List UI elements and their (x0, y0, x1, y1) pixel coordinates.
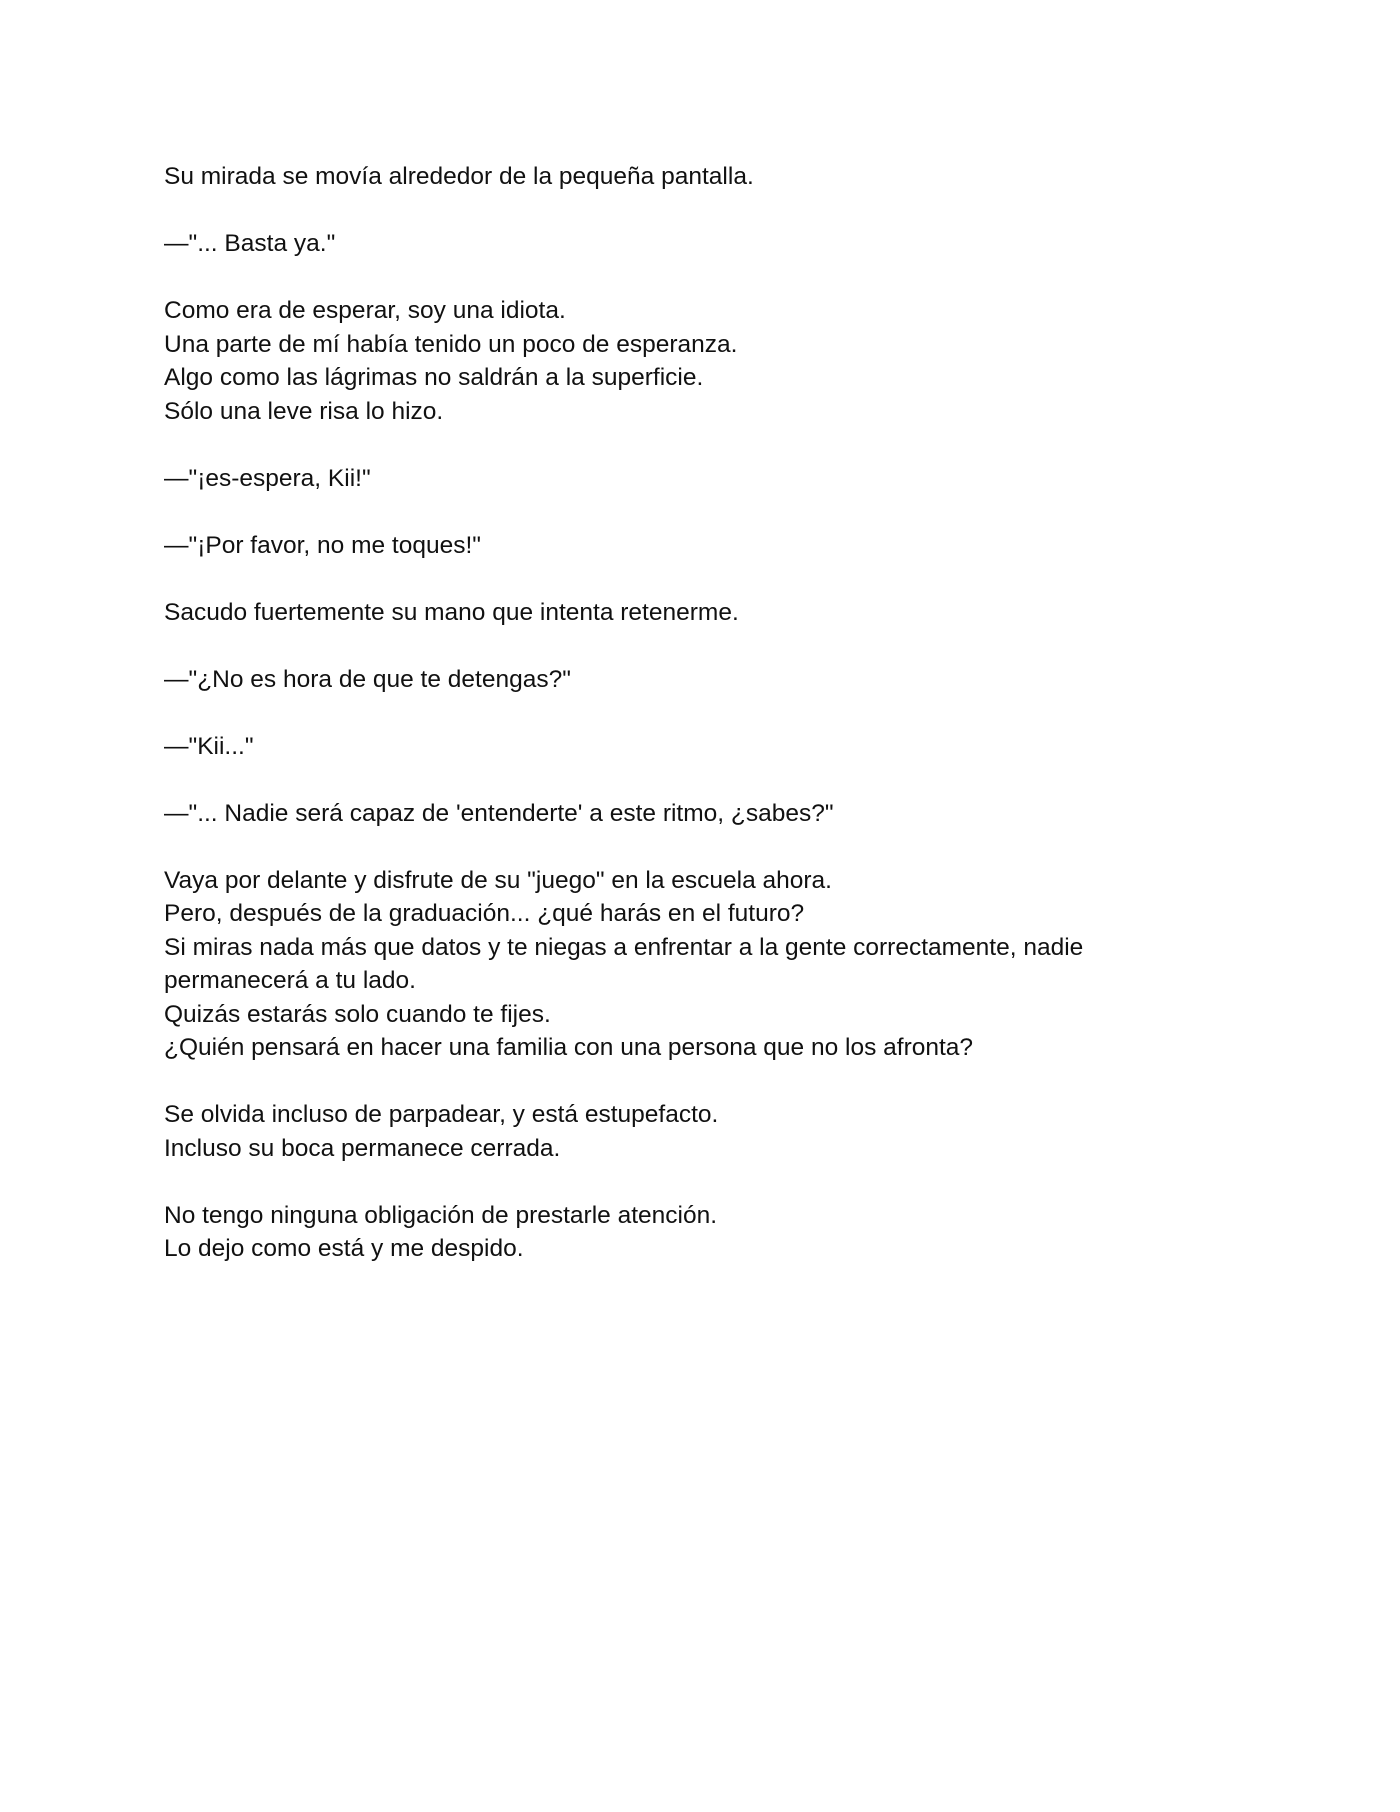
paragraph (164, 596, 1254, 630)
paragraph (164, 797, 1254, 831)
text-line: Algo como las lágrimas no saldrán a la superficie. (164, 364, 704, 391)
text-line: Como era de esperar, soy una idiota. (164, 297, 566, 324)
paragraph (164, 294, 1254, 428)
paragraph (164, 227, 1254, 261)
text-line: Pero, después de la graduación... ¿qué harás en el futuro? (164, 900, 805, 927)
text-line: Vaya por delante y disfrute de su "juego" en la escuela ahora. (164, 866, 832, 894)
text-line: ¿Quién pensará en hacer una familia con una persona que no los afronta? (164, 1034, 974, 1061)
text-line: Quizás estarás solo cuando te fijes. (164, 1000, 551, 1028)
paragraph (164, 529, 1254, 563)
text-line: Su mirada se movía alrededor de la pequeña pantalla. (164, 163, 754, 190)
dialogue-line: —"¿No es hora de que te detengas?" (164, 665, 571, 693)
paragraph (164, 1199, 1254, 1266)
dialogue-line: —"... Basta ya." (164, 230, 336, 257)
text-line: Una parte de mí había tenido un poco de esperanza. (164, 330, 738, 358)
paragraph (164, 663, 1254, 697)
paragraph (164, 1098, 1254, 1165)
paragraph (164, 462, 1254, 496)
text-line: No tengo ninguna obligación de prestarle atención. (164, 1201, 718, 1229)
text-line: Lo dejo como está y me despido. (164, 1235, 524, 1262)
paragraph (164, 864, 1254, 1065)
text-line: Sacudo fuertemente su mano que intenta retenerme. (164, 598, 739, 626)
text-line: Se olvida incluso de parpadear, y está estupefacto. (164, 1101, 719, 1128)
dialogue-line: —"... Nadie será capaz de 'entenderte' a este ritmo, ¿sabes?" (164, 799, 834, 827)
text-line: Incluso su boca permanece cerrada. (164, 1134, 561, 1162)
dialogue-line: —"¡es-espera, Kii!" (164, 464, 371, 492)
text-line: Si miras nada más que datos y te niegas a enfrentar a la gente correctamente, nadie (164, 933, 1084, 961)
paragraph (164, 160, 1254, 194)
dialogue-line: —"¡Por favor, no me toques!" (164, 531, 481, 559)
dialogue-line: —"Kii..." (164, 732, 254, 760)
text-line: Sólo una leve risa lo hizo. (164, 397, 444, 425)
document-body (164, 160, 1254, 1299)
text-line: permanecerá a tu lado. (164, 967, 416, 994)
paragraph (164, 730, 1254, 764)
